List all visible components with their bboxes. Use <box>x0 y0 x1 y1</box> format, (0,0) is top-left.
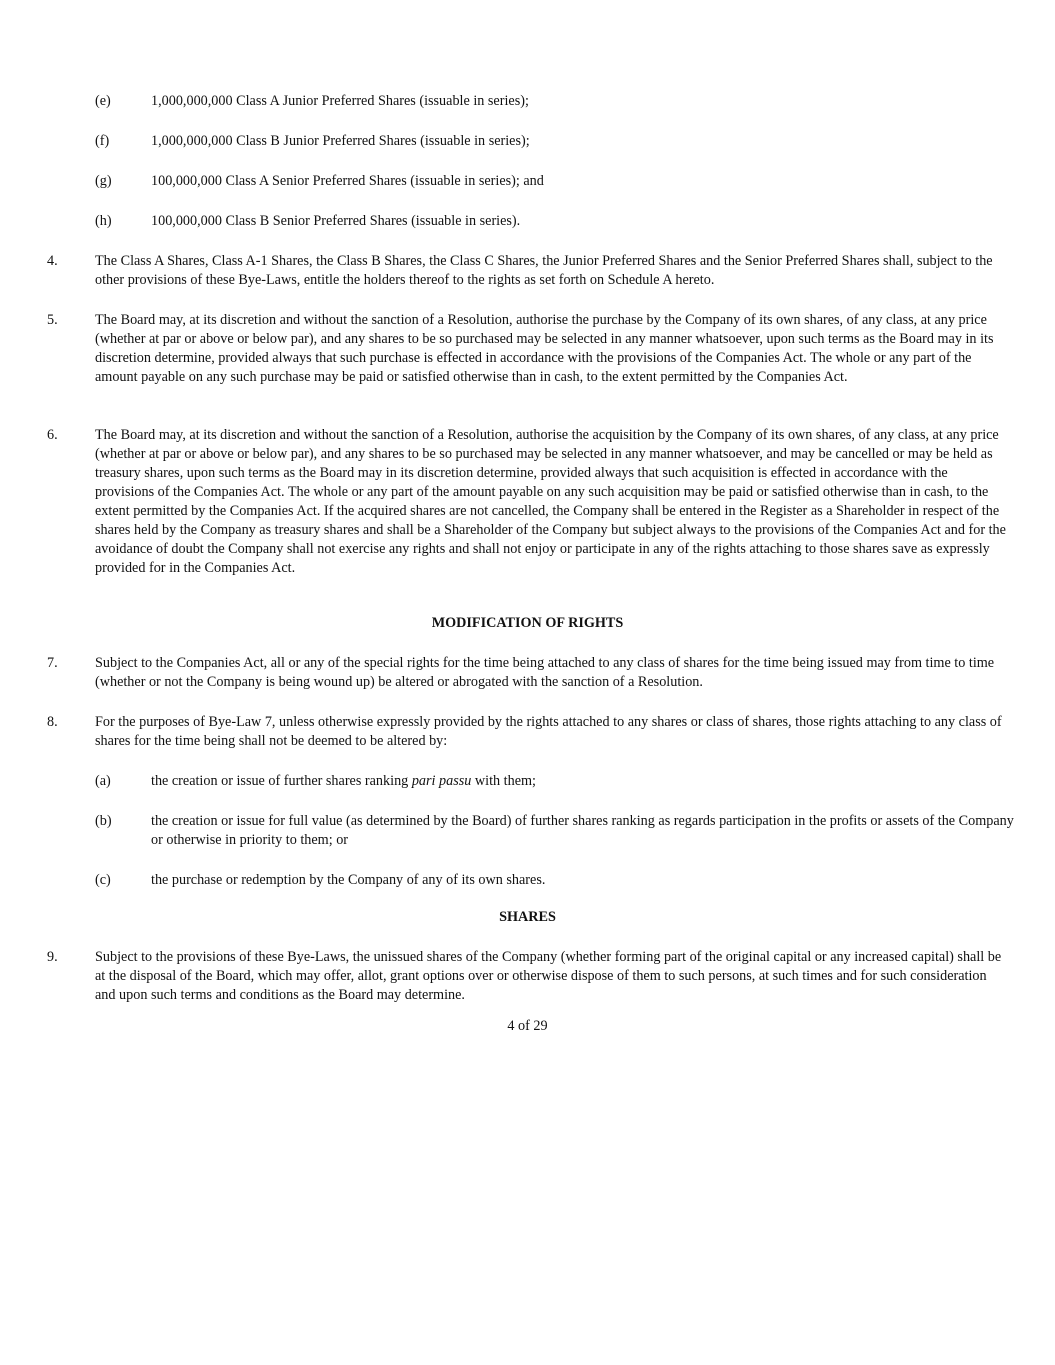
paragraph-text: The Class A Shares, Class A-1 Shares, the Class B Shares, the Class C Shares, the Junior Preferred Shares and the Senior Preferred Shares shall, subject to the other provisions of these Bye-Laws, entitle the holders thereof to the rights as set forth on Schedule A hereto. <box>95 253 993 288</box>
paragraph-number: 6. <box>47 427 58 443</box>
paragraph-7 <box>47 654 1009 692</box>
paragraph-number: 8. <box>47 714 58 730</box>
paragraph-number: 5. <box>47 312 58 328</box>
heading-shares: SHARES <box>499 909 556 925</box>
paragraph-9 <box>47 948 1009 1005</box>
subitem-b <box>95 812 1020 850</box>
subitem-label: (g) <box>95 173 112 189</box>
subitem-label: (h) <box>95 213 112 229</box>
subitem-text: the purchase or redemption by the Company of any of its own shares. <box>151 872 546 888</box>
subitem-label: (c) <box>95 872 111 888</box>
subitem-c <box>95 871 1020 890</box>
subitem-f <box>95 132 1020 151</box>
subitem-text-post: with them; <box>471 773 536 789</box>
subitem-a <box>95 772 1020 791</box>
subitem-text: 1,000,000,000 Class A Junior Preferred Shares (issuable in series); <box>151 93 529 109</box>
heading-modification-of-rights: MODIFICATION OF RIGHTS <box>431 615 624 631</box>
subitem-text-pre: the creation or issue of further shares ranking <box>151 773 412 789</box>
subitem-text: 1,000,000,000 Class B Junior Preferred Shares (issuable in series); <box>151 133 530 149</box>
paragraph-number: 9. <box>47 949 58 965</box>
subitem-label: (a) <box>95 773 111 789</box>
subitem-h <box>95 212 1020 231</box>
subitem-g <box>95 172 1020 191</box>
paragraph-text: The Board may, at its discretion and without the sanction of a Resolution, authorise the purchase by the Company of its own shares, of any class, at any price (whether at par or above or below par), and any shares to be so purchased may be selected in any manner whatsoever, upon such terms as the Board may in its discretion determine, provided always that such purchase is effected in accordance with the provisions of the Companies Act. The whole or any part of the amount payable on any such purchase may be paid or satisfied otherwise than in cash, to the extent permitted by the Companies Act. <box>95 312 994 385</box>
paragraph-text: Subject to the Companies Act, all or any of the special rights for the time being attached to any class of shares for the time being issued may from time to time (whether or not the Company is being wound up) be altered or abrogated with the sanction of a Resolution. <box>95 655 995 690</box>
page-number: 4 of 29 <box>507 1018 548 1034</box>
subitem-text: 100,000,000 Class A Senior Preferred Shares (issuable in series); and <box>151 173 544 189</box>
paragraph-6 <box>47 426 1009 578</box>
paragraph-text: Subject to the provisions of these Bye-Laws, the unissued shares of the Company (whether forming part of the original capital or any increased capital) shall be at the disposal of the Board, which may offer, allot, grant options over or otherwise dispose of them to such persons, at such times and for such consideration and upon such terms and conditions as the Board may determine. <box>95 949 1002 1003</box>
paragraph-4 <box>47 252 1009 290</box>
paragraph-5 <box>47 311 1009 387</box>
subitem-text: 100,000,000 Class B Senior Preferred Shares (issuable in series). <box>151 213 521 229</box>
subitem-e <box>95 92 1020 111</box>
paragraph-number: 7. <box>47 655 58 671</box>
pari-passu-italic: pari passu <box>411 773 472 789</box>
paragraph-text: For the purposes of Bye-Law 7, unless otherwise expressly provided by the rights attached to any shares or class of shares, those rights attaching to any class of shares for the time being shall not be deemed to be altered by: <box>95 714 1002 749</box>
paragraph-8 <box>47 713 1009 751</box>
subitem-label: (f) <box>95 133 110 149</box>
paragraph-number: 4. <box>47 253 58 269</box>
subitem-text <box>151 772 1020 791</box>
subitem-text: the creation or issue for full value (as determined by the Board) of further shares ranking as regards participation in the profits or assets of the Company or otherwise in priority to them; or <box>151 813 1014 848</box>
subitem-label: (e) <box>95 93 111 109</box>
subitem-label: (b) <box>95 813 112 829</box>
paragraph-text: The Board may, at its discretion and without the sanction of a Resolution, authorise the acquisition by the Company of its own shares, of any class, at any price (whether at par or above or below par), and any shares to be so purchased may be selected in any manner whatsoever, and may be cancelled or may be held as treasury shares, upon such terms as the Board may in its discretion determine, provided always that such acquisition is effected in accordance with the provisions of the Companies Act. The whole or any part of the amount payable on any such acquisition may be paid or satisfied otherwise than in cash, to the extent permitted by the Companies Act. If the acquired shares are not cancelled, the Company shall be entered in the Register as a Shareholder in respect of the shares held by the Company as treasury shares and shall be a Shareholder of the Company but subject always to the provisions of the Companies Act and for the avoidance of doubt the Company shall not exercise any rights and shall not enjoy or participate in any of the rights attaching to those shares save as expressly provided for in the Companies Act. <box>95 427 1006 576</box>
